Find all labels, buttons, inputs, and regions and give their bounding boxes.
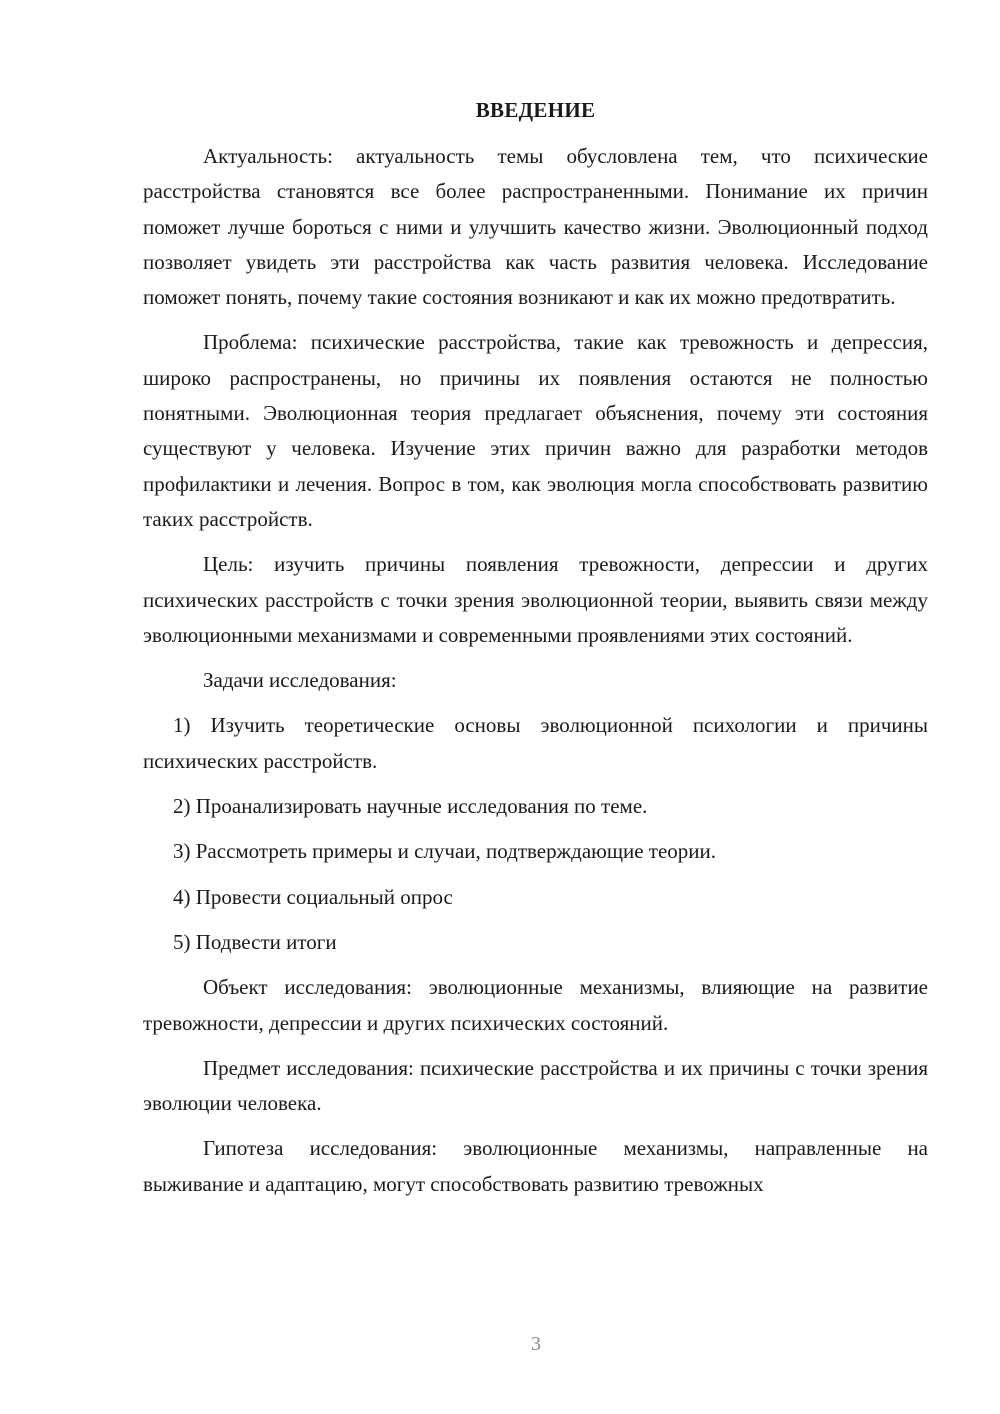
tasks-list — [143, 708, 928, 960]
task-item: 2) Проанализировать научные исследования по теме. — [173, 794, 648, 819]
goal-paragraph: Цель: изучить причины появления тревожности, депрессии и других психических расстройств с точки зрения эволюционной теории, выявить связи между эволюционными механизмами и современными проявлениями этих состояний. — [143, 552, 928, 647]
object-paragraph: Объект исследования: эволюционные механизмы, влияющие на развитие тревожности, депрессии и других психических состояний. — [143, 975, 928, 1035]
section-heading: ВВЕДЕНИЕ — [475, 98, 596, 122]
page-number: 3 — [531, 1333, 541, 1355]
tasks-title: Задачи исследования: — [203, 668, 397, 693]
task-item: 1) Изучить теоретические основы эволюционной психологии и причины психических расстройств. — [143, 713, 928, 773]
task-item: 4) Провести социальный опрос — [173, 884, 453, 909]
subject-paragraph: Предмет исследования: психические расстройства и их причины с точки зрения эволюции человека. — [143, 1055, 928, 1116]
task-item: 5) Подвести итоги — [173, 929, 337, 954]
document-page — [143, 95, 928, 1212]
relevance-paragraph: Актуальность: актуальность темы обусловлена тем, что психические расстройства становятся все более распространенными. Понимание их причин поможет лучше бороться с ними и улучшить качество жизни. Эволюционный подход позволяет увидеть эти расстройства как часть развития человека. Исследование поможет понять, почему такие состояния возникают и как их можно предотвратить. — [143, 144, 928, 310]
task-item: 3) Рассмотреть примеры и случаи, подтверждающие теории. — [173, 839, 717, 864]
hypothesis-paragraph: Гипотеза исследования: эволюционные механизмы, направленные на выживание и адаптацию, могут способствовать развитию тревожных — [143, 1136, 928, 1196]
problem-paragraph: Проблема: психические расстройства, такие как тревожность и депрессия, широко распространены, но причины их появления остаются не полностью понятными. Эволюционная теория предлагает объяснения, почему эти состояния существуют у человека. Изучение этих причин важно для разработки методов профилактики и лечения. Вопрос в том, как эволюция могла способствовать развитию таких расстройств. — [143, 330, 928, 531]
